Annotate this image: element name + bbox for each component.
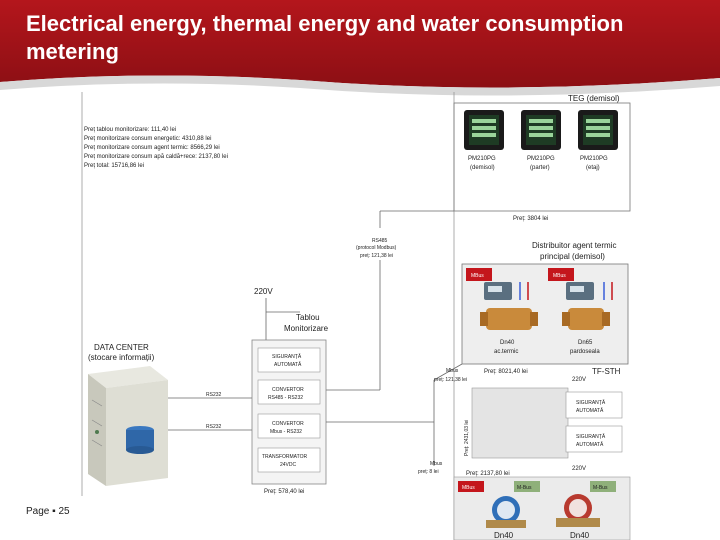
water-box: M-Bus xyxy=(593,485,608,491)
water-box: M-Bus xyxy=(517,485,532,491)
panel-siguranta: SIGURANȚĂ xyxy=(272,354,302,360)
distributor-subtitle: principal (demisol) xyxy=(540,252,605,261)
tf-sth-title: TF-STH xyxy=(592,367,621,376)
tf-sth-voltage: 220V xyxy=(572,377,587,383)
rs485-price: preț: 121,38 lei xyxy=(360,253,394,259)
meter-model: PM210PG xyxy=(580,156,608,162)
price-line: Preț monitorizare consum energetic: 4310,88 lei xyxy=(84,136,212,142)
tf-siguranta-sub: AUTOMATĂ xyxy=(576,408,604,414)
mbus-label: Mbus xyxy=(430,461,443,467)
teg-title: TEG (demisol) xyxy=(568,94,620,103)
price-line: Preț total: 15716,86 lei xyxy=(84,163,145,169)
monitoring-panel xyxy=(252,340,326,495)
rs232-label: RS232 xyxy=(206,424,222,430)
teg-box xyxy=(454,94,630,222)
meter-location: (etaj) xyxy=(586,165,600,171)
water-price: Preț: 2137,80 lei xyxy=(466,471,510,477)
distributor-price: Preț: 8021,40 lei xyxy=(484,369,528,375)
water-meter-size: Dn40 xyxy=(570,531,590,540)
price-list xyxy=(84,127,228,169)
panel-convertor-sub: Mbus - RS232 xyxy=(270,429,302,435)
meter-model: PM210PG xyxy=(527,156,555,162)
tablou-label: Tablou xyxy=(296,313,320,322)
page-number: Page ▪ 25 xyxy=(26,506,70,517)
mbus-price: preț: 8 lei xyxy=(418,469,439,475)
panel-siguranta-sub: AUTOMATĂ xyxy=(274,362,302,368)
meter-location: (demisol) xyxy=(470,165,495,171)
meter-size: Dn65 xyxy=(578,340,593,346)
water-box: MBus xyxy=(462,485,475,491)
panel-price: Preț: 578,40 lei xyxy=(264,489,305,495)
water-metering xyxy=(454,466,630,540)
rs485-protocol: (protocol Modbus) xyxy=(356,245,397,251)
data-center-sublabel: (stocare informații) xyxy=(88,353,155,362)
rs232-label: RS232 xyxy=(206,392,222,398)
mbus-box: MBus xyxy=(471,273,484,279)
panel-convertor-sub: RS485 - RS232 xyxy=(268,395,304,401)
meter-location: (parter) xyxy=(530,165,550,171)
price-line: Preț monitorizare consum apă caldă+rece: 2137,80 lei xyxy=(84,154,228,160)
panel-convertor: CONVERTOR xyxy=(272,421,304,427)
power-meter xyxy=(464,110,504,150)
teg-price: Preț: 3804 lei xyxy=(513,216,549,222)
power-meter xyxy=(521,110,561,150)
distributor-box xyxy=(462,241,628,375)
rs485-label: RS485 xyxy=(372,238,388,244)
meter-use: pardoseala xyxy=(570,349,600,355)
panel-convertor: CONVERTOR xyxy=(272,387,304,393)
meter-model: PM210PG xyxy=(468,156,496,162)
slide-title: Electrical energy, thermal energy and water consumption metering xyxy=(26,11,624,64)
tf-sth-box xyxy=(464,367,622,458)
price-line: Preț tablou monitorizare: 111,40 lei xyxy=(84,127,177,133)
power-meter xyxy=(578,110,618,150)
distributor-title: Distribuitor agent termic xyxy=(532,241,617,250)
tablou-sublabel: Monitorizare xyxy=(284,324,329,333)
mbus-price: preț: 121,38 lei xyxy=(434,377,468,383)
tf-siguranta: SIGURANȚĂ xyxy=(576,400,606,406)
mbus-box: MBus xyxy=(553,273,566,279)
water-meter-size: Dn40 xyxy=(494,531,514,540)
tf-siguranta: SIGURANȚĂ xyxy=(576,434,606,440)
voltage-label: 220V xyxy=(254,287,273,296)
tf-sth-price: Preț: 2431,03 lei xyxy=(464,419,470,456)
meter-use: ac.termic xyxy=(494,349,519,355)
panel-transformator: TRANSFORMATOR xyxy=(262,454,308,460)
tf-siguranta-sub: AUTOMATĂ xyxy=(576,442,604,448)
price-line: Preț monitorizare consum agent termic: 8566,29 lei xyxy=(84,145,220,151)
data-center-label: DATA CENTER xyxy=(94,343,149,352)
meter-size: Dn40 xyxy=(500,340,515,346)
mbus-label: Mbus xyxy=(446,368,459,374)
server-icon xyxy=(88,366,168,486)
panel-transformator-sub: 24VDC xyxy=(280,462,297,468)
water-voltage: 220V xyxy=(572,466,587,472)
